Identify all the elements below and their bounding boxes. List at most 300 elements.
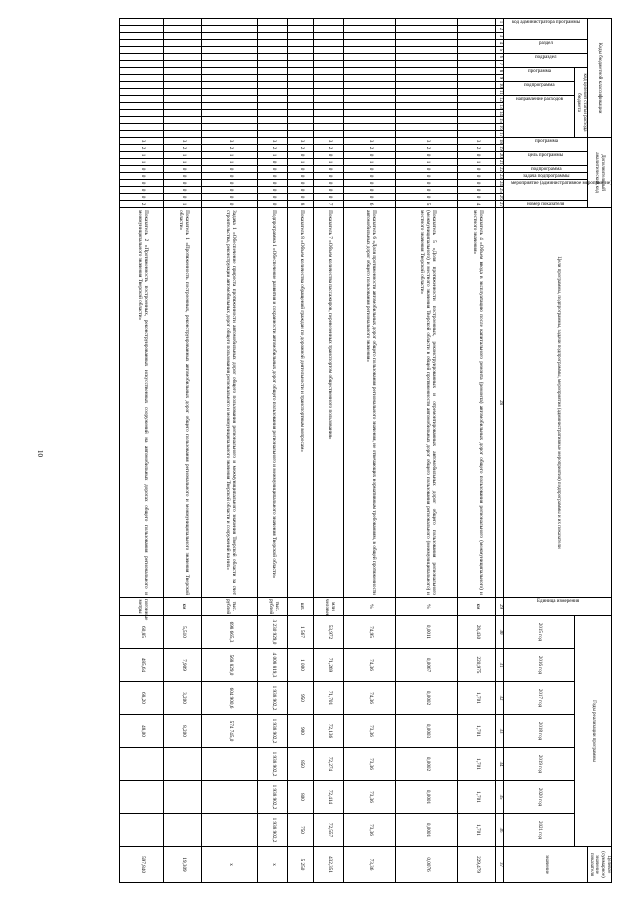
year-value-cell: 4 008 819,3 — [258, 648, 288, 681]
year-value-cell: 0,0011 — [396, 615, 458, 648]
column-number: 24 — [497, 181, 503, 186]
code-cell — [120, 54, 164, 61]
code-cell: 1 — [458, 159, 496, 166]
code-cell: 0 — [120, 187, 164, 194]
code-cell: 0 — [458, 194, 496, 201]
code-cell — [314, 103, 344, 110]
code-cell — [458, 47, 496, 54]
code-cell — [258, 19, 288, 26]
code-cell: 4 — [458, 201, 496, 208]
code-cell: 0 — [396, 166, 458, 173]
code-cell — [258, 40, 288, 47]
code-cell — [314, 82, 344, 89]
code-cell: 0 — [164, 194, 202, 201]
code-cell — [258, 117, 288, 124]
code-cell: 0 — [120, 194, 164, 201]
code-cell: 6 — [344, 201, 396, 208]
program-indicators-table — [120, 18, 613, 883]
a-measure-header: мероприятие (административное мероприятие) — [504, 180, 588, 201]
code-cell: 2 — [314, 145, 344, 152]
code-cell: 0 — [164, 187, 202, 194]
code-cell — [396, 96, 458, 103]
code-cell — [164, 124, 202, 131]
code-cell — [164, 117, 202, 124]
code-cell: 0 — [344, 187, 396, 194]
year-value-cell: 0,0001 — [396, 780, 458, 813]
year-value-cell: 800 — [288, 780, 314, 813]
code-cell: 1 — [396, 159, 458, 166]
code-cell — [258, 75, 288, 82]
description-header: Цели программы, подпрограммы, задачи подпрограммы, мероприятия (административные мероприятия) подпрограммы и их показатели — [504, 208, 612, 598]
code-cell — [288, 19, 314, 26]
code-cell: 0 — [258, 201, 288, 208]
code-cell: 1 — [120, 152, 164, 159]
code-cell: 0 — [396, 180, 458, 187]
code-cell — [396, 68, 458, 75]
analytic-code-header: Дополнительный аналитический код — [588, 138, 612, 208]
code-cell: 0 — [396, 152, 458, 159]
target-value-cell: 73,36 — [344, 847, 396, 883]
year-value-cell — [164, 747, 202, 780]
year-2015-header: 2015 год — [504, 615, 575, 648]
year-value-cell: 0,0001 — [396, 813, 458, 846]
code-cell — [288, 54, 314, 61]
column-number: 29 — [496, 597, 504, 615]
code-cell: 0 — [164, 180, 202, 187]
code-cell — [288, 33, 314, 40]
code-cell — [202, 82, 258, 89]
code-cell: 1 — [164, 152, 202, 159]
code-cell — [120, 103, 164, 110]
code-cell: 0 — [458, 166, 496, 173]
subprogram-code-header: подпрограмма — [504, 82, 575, 96]
code-cell — [314, 117, 344, 124]
year-value-cell — [164, 780, 202, 813]
code-cell — [164, 33, 202, 40]
code-cell: 1 — [164, 201, 202, 208]
row-unit: % — [344, 597, 396, 615]
code-cell — [202, 117, 258, 124]
column-number: 6 — [496, 54, 504, 61]
year-2016-header: 2016 год — [504, 648, 575, 681]
direction-code-header: направление расходов — [504, 96, 575, 138]
column-number: 25 — [497, 188, 503, 193]
code-cell — [258, 124, 288, 131]
code-cell — [288, 89, 314, 96]
code-cell — [458, 117, 496, 124]
code-cell: 0 — [314, 180, 344, 187]
code-cell — [314, 19, 344, 26]
code-cell — [458, 110, 496, 117]
code-cell — [258, 103, 288, 110]
code-cell — [202, 40, 258, 47]
code-cell — [288, 47, 314, 54]
row-description: Показатель 8 «Объем количества обращений граждан по дорожной деятельности и транспортным вопросам» — [288, 208, 314, 598]
table-row — [344, 19, 396, 883]
code-cell — [202, 110, 258, 117]
code-cell — [288, 103, 314, 110]
code-cell: 0 — [258, 194, 288, 201]
target-value-cell: 229,479 — [458, 847, 496, 883]
row-description: Показатель 7 «Объем количества пассажиров, перевезенных транспортом общественного пользования» — [314, 208, 344, 598]
code-cell: 0 — [396, 173, 458, 180]
code-cell: 1 — [314, 159, 344, 166]
code-cell: 0 — [344, 173, 396, 180]
code-cell: 0 — [202, 201, 258, 208]
code-cell — [458, 26, 496, 33]
code-cell: 0 — [314, 166, 344, 173]
code-cell: 1 — [344, 159, 396, 166]
year-value-cell: 5,510 — [164, 615, 202, 648]
code-cell — [258, 61, 288, 68]
year-value-cell: 750 — [288, 813, 314, 846]
year-value-cell: 71,701 — [314, 681, 344, 714]
year-value-cell — [202, 747, 258, 780]
target-value-cell: х — [202, 847, 258, 883]
code-cell — [120, 96, 164, 103]
code-cell — [288, 117, 314, 124]
code-cell: 8 — [288, 201, 314, 208]
year-value-cell: 850 — [288, 747, 314, 780]
code-cell — [120, 19, 164, 26]
code-cell — [288, 110, 314, 117]
year-value-cell: 73,36 — [344, 813, 396, 846]
column-number: 16 — [497, 125, 503, 130]
year-value-cell: 1,701 — [458, 714, 496, 747]
column-number: 33 — [496, 714, 504, 747]
year-value-cell: 74,36 — [344, 681, 396, 714]
year-value-cell: 1,701 — [458, 813, 496, 846]
code-cell — [344, 47, 396, 54]
code-cell — [396, 89, 458, 96]
page-number: 10 — [36, 450, 44, 457]
code-cell: 0 — [202, 173, 258, 180]
code-cell — [458, 103, 496, 110]
code-cell — [202, 103, 258, 110]
year-value-cell: 1 938 902,2 — [258, 780, 288, 813]
code-cell — [164, 26, 202, 33]
code-cell: 3 — [396, 138, 458, 145]
code-cell — [120, 124, 164, 131]
code-cell: 0 — [258, 187, 288, 194]
target-value-header: значение — [504, 847, 588, 883]
column-number: 34 — [496, 747, 504, 780]
code-cell — [314, 89, 344, 96]
year-value-cell — [164, 813, 202, 846]
year-value-cell: 74,95 — [344, 615, 396, 648]
code-cell — [120, 40, 164, 47]
year-value-cell: 7,909 — [164, 648, 202, 681]
code-cell — [202, 96, 258, 103]
code-cell — [344, 131, 396, 138]
code-cell — [120, 117, 164, 124]
year-value-cell: 73,36 — [344, 780, 396, 813]
column-number: 20 — [497, 153, 503, 158]
code-cell — [288, 61, 314, 68]
code-cell — [164, 103, 202, 110]
code-cell: 0 — [288, 180, 314, 187]
code-cell: 1 — [258, 152, 288, 159]
column-number: 13 — [497, 104, 503, 109]
year-value-cell: 1 938 902,2 — [258, 714, 288, 747]
row-description: Показатель 5 «Доля протяженности построенных, реконструированных и отремонтированных автомобильных дорог общего пользования регионального (межмуниципального) и местного значения Тверской области в общей протяженности автомобильных дорог общего пользования регионального (межмуниципального) и местного значения Тверской области» — [396, 208, 458, 598]
year-value-cell: 0,0002 — [396, 681, 458, 714]
code-cell — [458, 82, 496, 89]
code-cell — [120, 131, 164, 138]
code-cell: 1 — [202, 152, 258, 159]
a-indicator-header: номер показателя — [504, 201, 588, 208]
row-description: Задача 1 «Обеспечение прироста протяженности автомобильных дорог общего пользования регионального и межмуниципального значения Тверской области за счет строительства, реконструкции автомобильных дорог общего пользования регионального и межмуниципального значения Тверской области и сооружений на них» — [202, 208, 258, 598]
code-cell: 1 — [120, 159, 164, 166]
code-cell — [344, 117, 396, 124]
code-cell: 0 — [258, 180, 288, 187]
budget-codes-header: Коды бюджетной классификации — [588, 19, 612, 138]
target-value-cell: 19,309 — [164, 847, 202, 883]
code-cell — [288, 26, 314, 33]
code-cell — [458, 61, 496, 68]
a-goal-header: цель программы — [504, 152, 588, 166]
year-value-cell: 72,414 — [314, 780, 344, 813]
code-cell: 0 — [458, 152, 496, 159]
code-cell: 0 — [396, 194, 458, 201]
year-value-cell: 950 — [288, 681, 314, 714]
a-task-header: задача подпрограммы — [504, 173, 588, 180]
column-number: 2 — [496, 26, 504, 33]
year-value-cell — [120, 813, 164, 846]
year-2018-header: 2018 год — [504, 714, 575, 747]
code-cell — [164, 19, 202, 26]
code-cell — [288, 75, 314, 82]
code-cell: 0 — [120, 180, 164, 187]
program-code-header: программа — [504, 68, 575, 82]
table-row — [258, 19, 288, 883]
column-number: 32 — [496, 681, 504, 714]
code-cell — [396, 19, 458, 26]
code-cell — [396, 82, 458, 89]
code-cell: 2 — [120, 201, 164, 208]
code-cell: 1 — [202, 159, 258, 166]
code-cell — [344, 82, 396, 89]
row-unit: погонные метры — [120, 597, 164, 615]
target-value-cell: 5 250 — [288, 847, 314, 883]
year-2019-header: 2019 год — [504, 747, 575, 780]
code-cell — [314, 26, 344, 33]
table-row — [288, 19, 314, 883]
year-value-cell: 1 938 902,2 — [258, 681, 288, 714]
year-value-cell — [120, 780, 164, 813]
year-value-cell: 900 — [288, 714, 314, 747]
column-number: 37 — [496, 847, 504, 883]
code-cell: 0 — [164, 166, 202, 173]
code-cell — [314, 33, 344, 40]
row-unit: тыс. рублей — [202, 597, 258, 615]
column-number: 31 — [496, 648, 504, 681]
code-cell — [258, 89, 288, 96]
year-value-cell: 1 567 — [288, 615, 314, 648]
code-cell — [164, 131, 202, 138]
code-cell — [164, 96, 202, 103]
code-cell: 2 — [344, 145, 396, 152]
year-value-cell: 220,975 — [458, 648, 496, 681]
code-cell — [202, 131, 258, 138]
code-cell — [344, 68, 396, 75]
column-number: 9 — [496, 75, 504, 82]
row-unit: шт. — [288, 597, 314, 615]
column-number: 4 — [496, 40, 504, 47]
code-cell — [164, 68, 202, 75]
code-cell — [396, 61, 458, 68]
code-cell — [396, 124, 458, 131]
code-cell — [202, 19, 258, 26]
code-cell — [314, 54, 344, 61]
year-value-cell: 568 829,0 — [202, 648, 258, 681]
year-value-cell: 1 938 902,2 — [258, 747, 288, 780]
code-cell — [344, 124, 396, 131]
code-cell — [396, 131, 458, 138]
row-description: Подпрограмма 1 «Обеспечение развития и сохранности автомобильных дорог общего пользования регионального и межмуниципального значения Тверской области» — [258, 208, 288, 598]
row-description: Показатель 1 «Протяженность построенных, реконструированных автомобильных дорог общего пользования регионального и межмуниципального значения Тверской области» — [164, 208, 202, 598]
year-value-cell: 72,136 — [314, 714, 344, 747]
column-number: 26 — [497, 195, 503, 200]
target-code-group-header: код целевой статьи расхода бюджета — [575, 68, 588, 138]
target-value-cell: 597,840 — [120, 847, 164, 883]
code-cell — [202, 89, 258, 96]
code-cell — [120, 89, 164, 96]
code-cell: 0 — [344, 166, 396, 173]
code-cell: 0 — [458, 187, 496, 194]
code-cell — [314, 96, 344, 103]
code-cell: 0 — [202, 187, 258, 194]
code-cell — [202, 75, 258, 82]
column-number: 18 — [497, 139, 503, 144]
code-cell — [396, 103, 458, 110]
year-value-cell: 1,701 — [458, 780, 496, 813]
column-number: 36 — [496, 813, 504, 846]
code-cell: 0 — [164, 173, 202, 180]
code-cell: 0 — [288, 173, 314, 180]
column-number: 19 — [497, 146, 503, 151]
year-value-cell: 1,701 — [458, 747, 496, 780]
code-cell — [344, 103, 396, 110]
code-cell — [458, 96, 496, 103]
column-number: 35 — [496, 780, 504, 813]
code-cell: 0 — [344, 180, 396, 187]
code-cell — [458, 89, 496, 96]
year-value-cell: 1 000 — [288, 648, 314, 681]
row-unit: % — [396, 597, 458, 615]
a-subprogram-header: подпрограмма — [504, 166, 588, 173]
column-number: 3 — [496, 33, 504, 40]
code-cell — [458, 75, 496, 82]
year-value-cell: 53,972 — [314, 615, 344, 648]
code-cell: 0 — [202, 166, 258, 173]
code-cell: 7 — [314, 201, 344, 208]
year-value-cell: 60,85 — [120, 615, 164, 648]
year-value-cell: 28,430 — [458, 615, 496, 648]
year-value-cell: 72,274 — [314, 747, 344, 780]
code-cell — [314, 110, 344, 117]
code-cell — [458, 40, 496, 47]
code-cell — [258, 82, 288, 89]
code-cell — [314, 124, 344, 131]
code-cell — [458, 124, 496, 131]
column-number: 11 — [497, 90, 503, 95]
code-cell — [344, 89, 396, 96]
code-cell — [202, 47, 258, 54]
year-value-cell — [202, 813, 258, 846]
table-row — [458, 19, 496, 883]
code-cell — [396, 33, 458, 40]
year-value-cell: 1,701 — [458, 681, 496, 714]
unit-header: Единица измерения — [504, 597, 612, 615]
code-cell: 3 — [344, 138, 396, 145]
year-value-cell: 574 745,0 — [202, 714, 258, 747]
year-value-cell: 74,36 — [344, 648, 396, 681]
year-value-cell: 698 665,3 — [202, 615, 258, 648]
code-cell — [202, 33, 258, 40]
row-description: Показатель 2 «Протяженность построенных, реконструированных искусственных сооружений на автомобильных дорогах общего пользования регионального и межмуниципального значения Тверской области» — [120, 208, 164, 598]
column-number: 12 — [497, 97, 503, 102]
code-cell: 3 — [164, 138, 202, 145]
code-cell: 1 — [164, 159, 202, 166]
admin-code-header: код администратора программы — [504, 19, 588, 40]
year-value-cell: 3,200 — [164, 681, 202, 714]
year-value-cell: 73,36 — [344, 747, 396, 780]
code-cell — [344, 26, 396, 33]
code-cell: 0 — [458, 180, 496, 187]
code-cell: 2 — [396, 145, 458, 152]
target-group-header: Целевое (суммарное) значение показателя — [588, 847, 612, 883]
code-cell — [344, 110, 396, 117]
year-value-cell — [202, 780, 258, 813]
year-2017-header: 2017 год — [504, 681, 575, 714]
code-cell: 3 — [258, 138, 288, 145]
code-cell — [258, 131, 288, 138]
target-value-cell: 0,0076 — [396, 847, 458, 883]
year-2021-header: 2021 год — [504, 813, 575, 846]
code-cell — [164, 54, 202, 61]
code-cell — [164, 47, 202, 54]
code-cell — [258, 110, 288, 117]
code-cell: 2 — [164, 145, 202, 152]
code-cell — [258, 68, 288, 75]
code-cell: 0 — [120, 166, 164, 173]
row-description: Показатель 4 «Объем ввода в эксплуатацию после капитального ремонта (ремонта) автомобильных дорог общего пользования регионального (межмуниципального) и местного значения» — [458, 208, 496, 598]
code-cell: 0 — [120, 173, 164, 180]
code-cell: 0 — [258, 159, 288, 166]
code-cell: 3 — [120, 138, 164, 145]
code-cell — [120, 61, 164, 68]
indicator-rows — [120, 19, 496, 883]
year-value-cell: 3 230 929,0 — [258, 615, 288, 648]
column-number: 15 — [497, 118, 503, 123]
code-cell — [458, 131, 496, 138]
column-number: 14 — [497, 111, 503, 116]
code-cell — [120, 110, 164, 117]
table-row — [164, 19, 202, 883]
year-value-cell: 0,0067 — [396, 648, 458, 681]
code-cell — [258, 33, 288, 40]
table-row — [314, 19, 344, 883]
code-cell: 0 — [288, 152, 314, 159]
code-cell — [120, 33, 164, 40]
code-cell — [344, 19, 396, 26]
row-unit: км — [164, 597, 202, 615]
year-2020-header: 2020 год — [504, 780, 575, 813]
year-value-cell: 0,0003 — [396, 714, 458, 747]
code-cell: 0 — [258, 173, 288, 180]
code-cell: 0 — [314, 173, 344, 180]
